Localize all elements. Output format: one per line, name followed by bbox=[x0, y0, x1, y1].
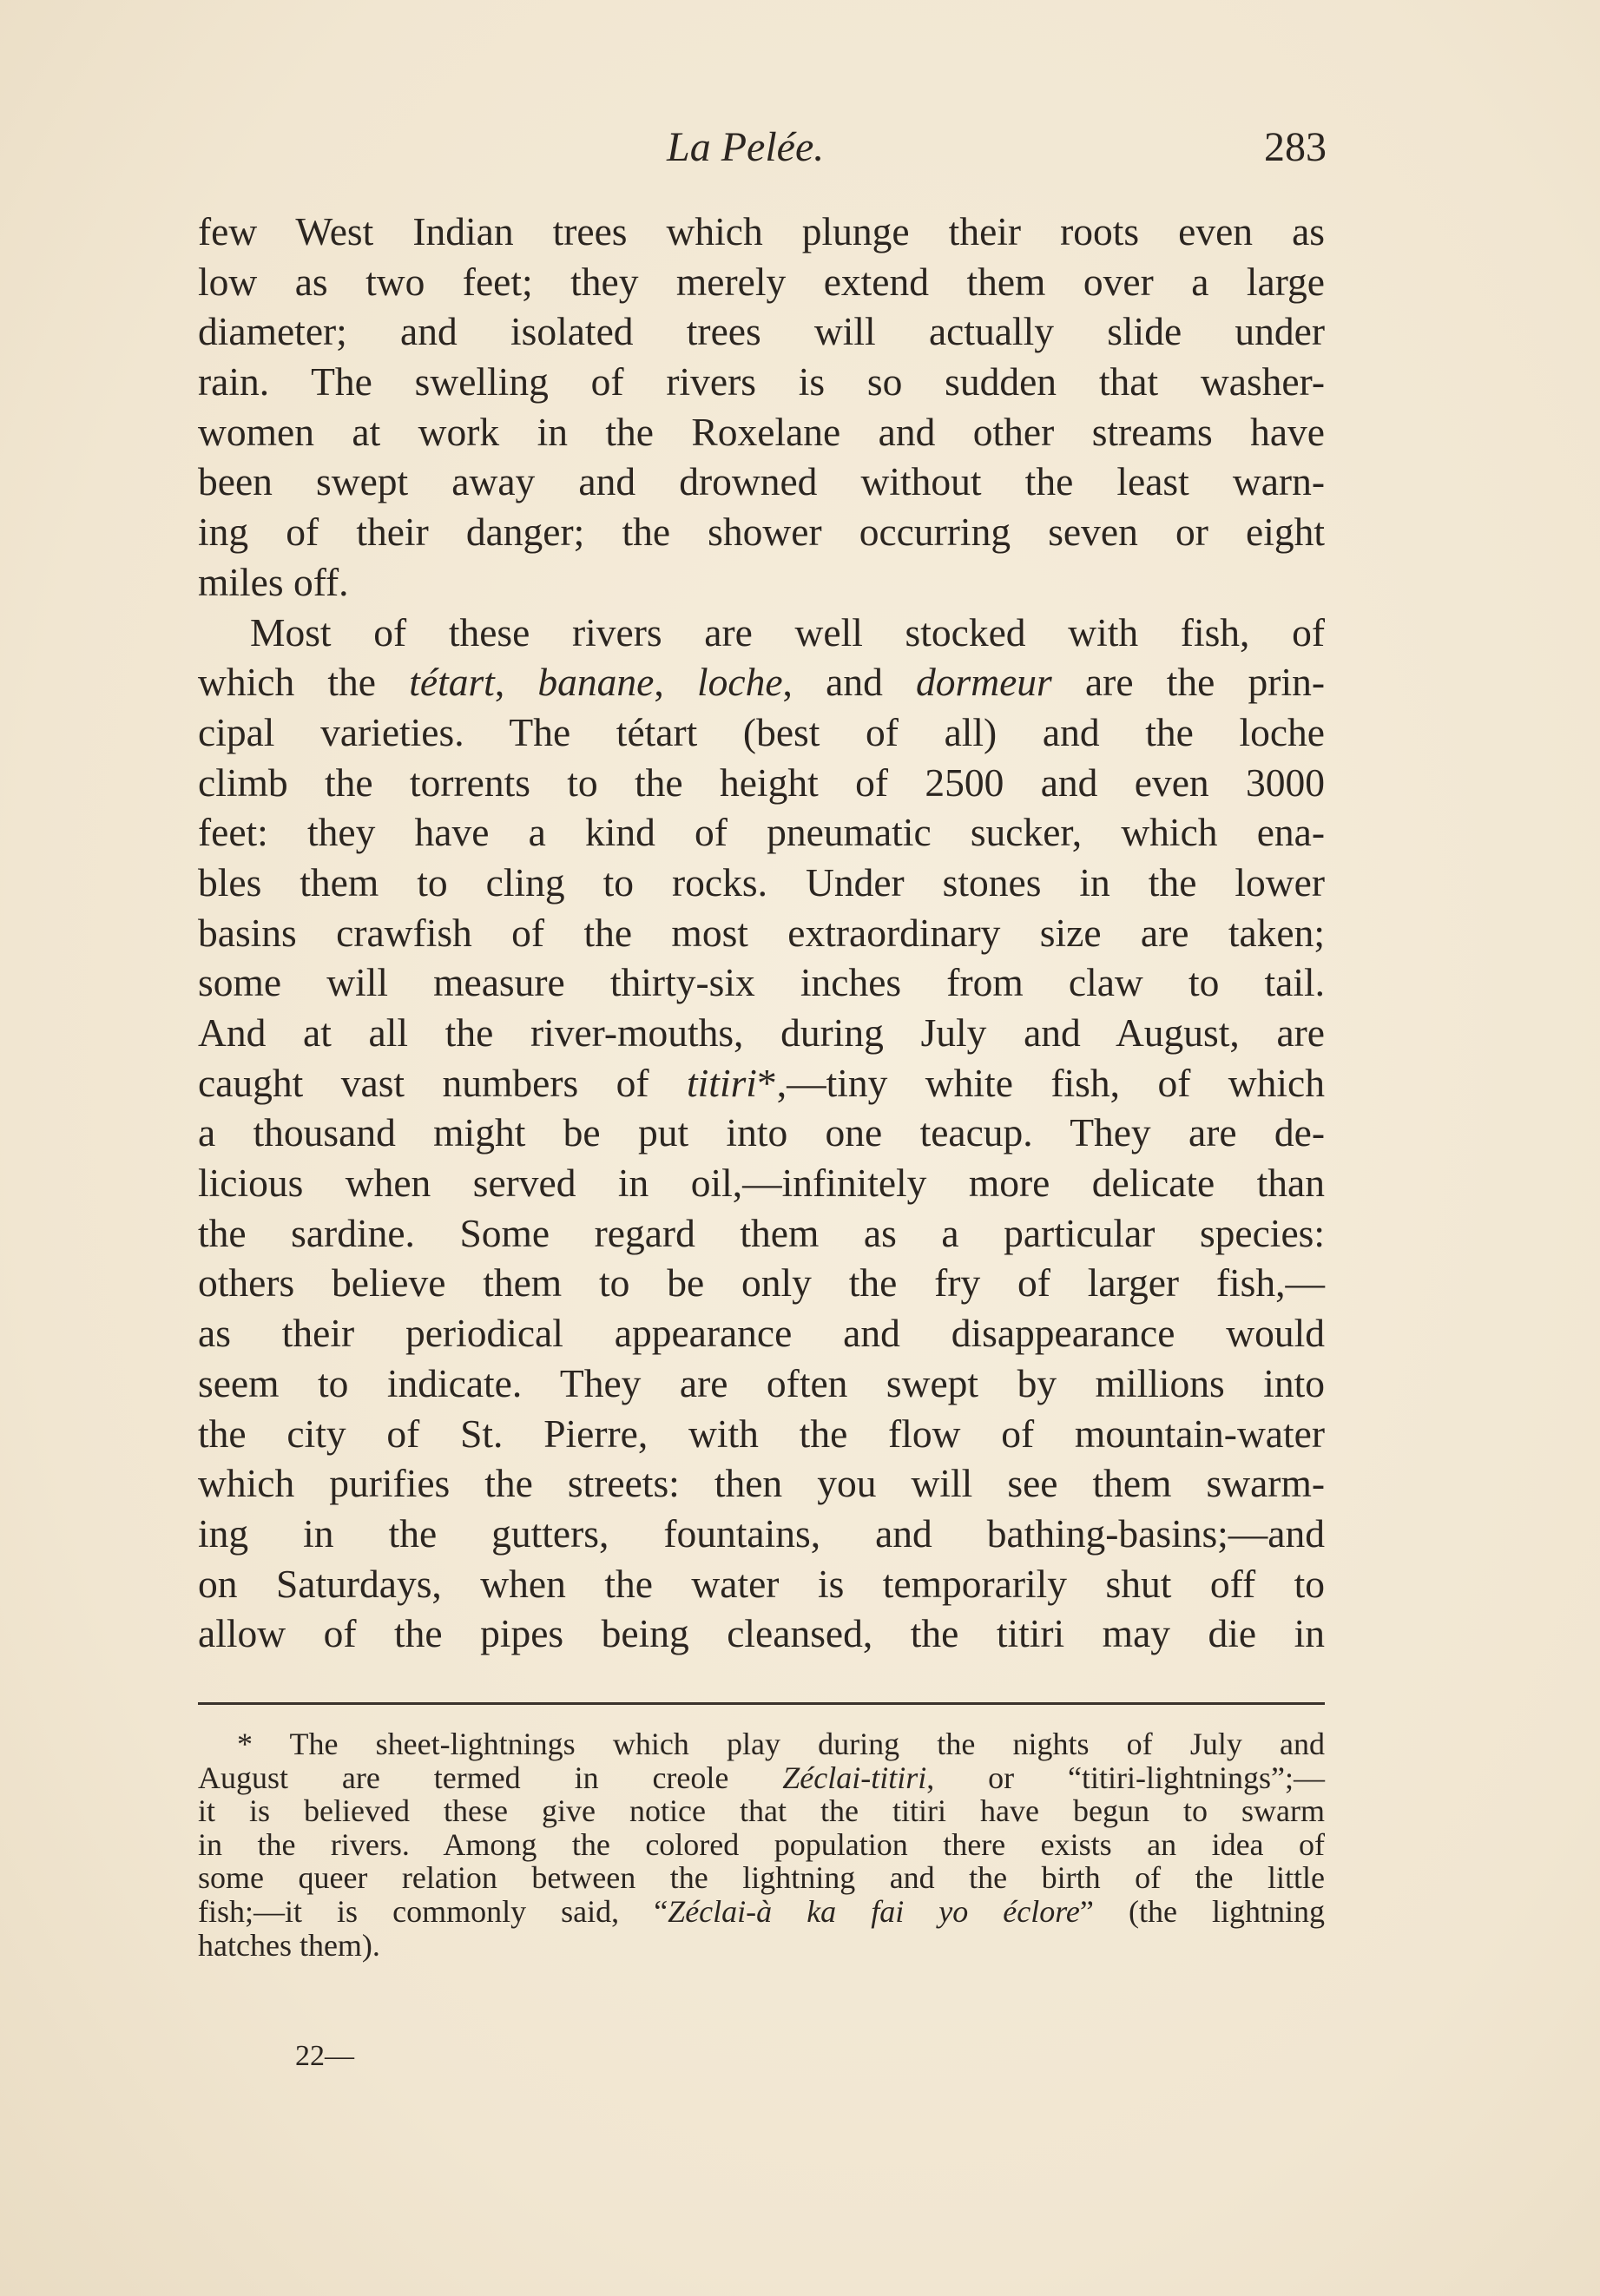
footnote-line bbox=[198, 1895, 1325, 1929]
text-line: the city of St. Pierre, with the flow of mountain-water bbox=[198, 1411, 1325, 1456]
italic-term: Zéclai-à ka fai yo éclore bbox=[668, 1893, 1080, 1929]
text-line: on Saturdays, when the water is temporarily shut off to bbox=[198, 1561, 1325, 1606]
footnote-line: * The sheet-lightnings which play during the nights of July and bbox=[237, 1727, 1325, 1761]
text-line: women at work in the Roxelane and other streams have bbox=[198, 409, 1325, 454]
text-line: bles them to cling to rocks. Under stones in the lower bbox=[198, 859, 1325, 905]
page-number: 283 bbox=[1264, 124, 1327, 170]
line-segment: caught vast numbers of bbox=[198, 1060, 688, 1105]
line-segment: , bbox=[494, 660, 538, 705]
line-segment: , bbox=[654, 660, 697, 705]
running-title: La Pelée. bbox=[667, 124, 825, 170]
line-segment: August are termed in creole bbox=[198, 1760, 783, 1795]
text-line: licious when served in oil,—infinitely more delicate than bbox=[198, 1161, 1325, 1206]
line-segment: which the bbox=[198, 660, 410, 705]
text-line: a thousand might be put into one teacup. They are de- bbox=[198, 1110, 1325, 1155]
footnote bbox=[198, 1727, 1325, 1962]
text-line: basins crawfish of the most extraordinary size are taken; bbox=[198, 910, 1325, 955]
italic-term: tétart bbox=[409, 660, 495, 705]
footnote-line: it is believed these give notice that the titiri have begun to swarm bbox=[198, 1793, 1325, 1829]
text-line: seem to indicate. They are often swept by millions into bbox=[198, 1360, 1325, 1405]
text-line: miles off. bbox=[198, 559, 349, 604]
text-line: low as two feet; they merely extend them over a large bbox=[198, 259, 1325, 304]
text-line: few West Indian trees which plunge their roots even as bbox=[198, 209, 1325, 253]
italic-term: titiri bbox=[687, 1060, 757, 1105]
line-segment: are the prin- bbox=[1051, 660, 1326, 705]
text-line bbox=[198, 1058, 1325, 1109]
line-segment: , or “titiri-lightnings”;— bbox=[926, 1760, 1325, 1795]
footnote-line: hatches them). bbox=[198, 1927, 380, 1963]
text-line: the sardine. Some regard them as a particular species: bbox=[198, 1210, 1325, 1255]
text-line: feet: they have a kind of pneumatic sucker, which ena- bbox=[198, 810, 1325, 855]
text-line bbox=[198, 608, 1325, 658]
body-text bbox=[198, 207, 1325, 1659]
line-segment: fish;—it is commonly said, “ bbox=[198, 1893, 668, 1929]
italic-term: dormeur bbox=[916, 660, 1052, 705]
signature-mark: 22— bbox=[295, 2040, 354, 2072]
text-line: some will measure thirty-six inches from claw to tail. bbox=[198, 960, 1325, 1005]
footnote-line: some queer relation between the lightning and the birth of the little bbox=[198, 1860, 1325, 1896]
text-line bbox=[198, 657, 1325, 707]
text-line: rain. The swelling of rivers is so sudden that washer- bbox=[198, 359, 1325, 405]
line-segment: Most of these rivers are well stocked with fish, of bbox=[250, 609, 1325, 655]
footnote-divider bbox=[198, 1702, 1325, 1705]
text-line: diameter; and isolated trees will actually slide under bbox=[198, 309, 1325, 354]
text-line: allow of the pipes being cleansed, the titiri may die in bbox=[198, 1611, 1325, 1656]
italic-term: Zéclai-titiri bbox=[782, 1760, 927, 1795]
text-line: been swept away and drowned without the least warn- bbox=[198, 459, 1325, 504]
footnote-line bbox=[198, 1761, 1325, 1795]
text-line: ing in the gutters, fountains, and bathing-basins;—and bbox=[198, 1510, 1325, 1556]
footnote-line: in the rivers. Among the colored population there exists an idea of bbox=[198, 1826, 1325, 1862]
text-line: as their periodical appearance and disappearance would bbox=[198, 1311, 1325, 1356]
line-segment: ” (the lightning bbox=[1079, 1893, 1325, 1929]
text-line: And at all the river-mouths, during July and August, are bbox=[198, 1010, 1325, 1055]
text-line: climb the torrents to the height of 2500 and even 3000 bbox=[198, 760, 1325, 805]
italic-term: banane bbox=[537, 660, 655, 705]
text-line: which purifies the streets: then you will see them swarm- bbox=[198, 1461, 1325, 1506]
text-line: cipal varieties. The tétart (best of all) and the loche bbox=[198, 709, 1325, 754]
text-line: others believe them to be only the fry of larger fish,— bbox=[198, 1260, 1325, 1306]
running-header bbox=[198, 123, 1327, 193]
line-segment: *,—tiny white fish, of which bbox=[756, 1060, 1325, 1105]
text-line: ing of their danger; the shower occurring seven or eight bbox=[198, 510, 1325, 555]
italic-term: loche bbox=[696, 660, 783, 705]
line-segment: , and bbox=[782, 660, 917, 705]
